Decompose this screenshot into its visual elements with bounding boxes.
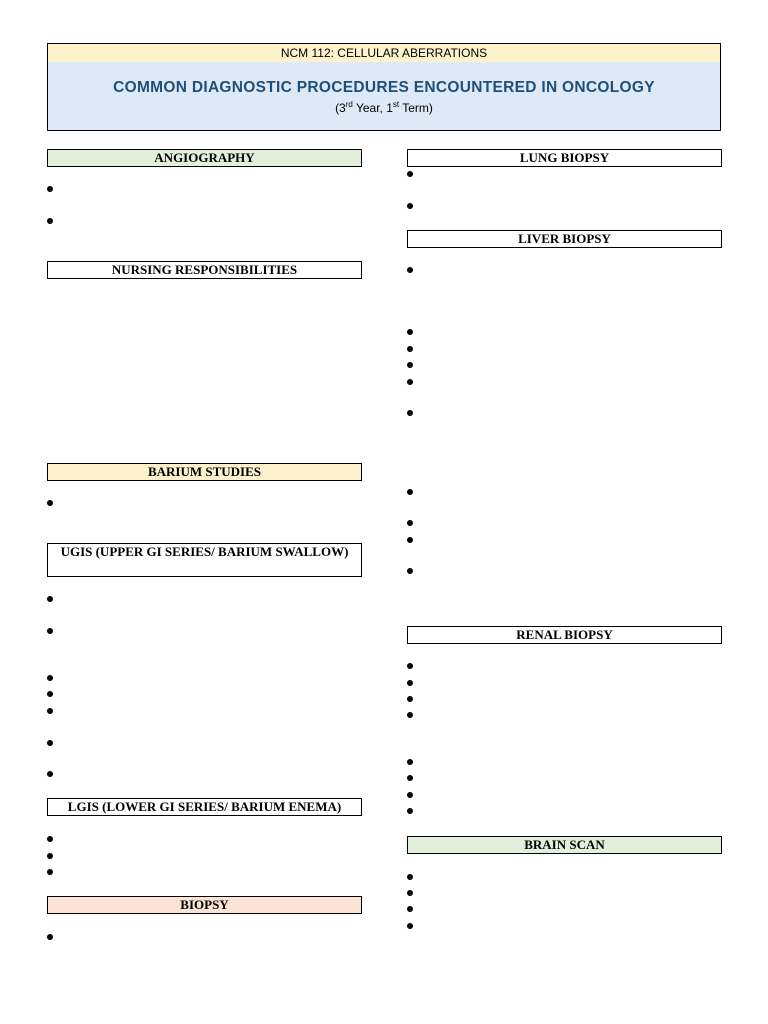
subtitle-open: (3: [335, 101, 346, 115]
bullet-point: [407, 537, 413, 543]
section-header-barium-studies: BARIUM STUDIES: [47, 463, 362, 481]
bullet-point: [47, 740, 53, 746]
bullet-point: [407, 362, 413, 368]
bullet-point: [407, 712, 413, 718]
section-header-liver-biopsy: LIVER BIOPSY: [407, 230, 722, 248]
bullet-point: [47, 869, 53, 875]
section-header-biopsy: BIOPSY: [47, 896, 362, 914]
bullet-point: [407, 663, 413, 669]
bullet-point: [407, 568, 413, 574]
bullet-point: [407, 171, 413, 177]
page-subtitle: [48, 100, 720, 115]
subtitle-term-suffix: st: [392, 100, 400, 109]
section-header-angiography: ANGIOGRAPHY: [47, 149, 362, 167]
bullet-point: [407, 203, 413, 209]
subtitle-year-suffix: rd: [345, 100, 353, 109]
bullet-point: [47, 596, 53, 602]
subtitle-mid: Year, 1: [352, 101, 393, 115]
bullet-point: [47, 628, 53, 634]
bullet-point: [47, 934, 53, 940]
bullet-point: [407, 759, 413, 765]
page-title: COMMON DIAGNOSTIC PROCEDURES ENCOUNTERED IN ONCOLOGY: [113, 79, 655, 96]
bullet-point: [47, 500, 53, 506]
bullet-point: [407, 792, 413, 798]
bullet-point: [407, 520, 413, 526]
section-header-renal-biopsy: RENAL BIOPSY: [407, 626, 722, 644]
bullet-point: [47, 218, 53, 224]
bullet-point: [407, 680, 413, 686]
bullet-point: [407, 923, 413, 929]
bullet-point: [407, 890, 413, 896]
section-header-ugis: UGIS (UPPER GI SERIES/ BARIUM SWALLOW): [47, 543, 362, 577]
bullet-point: [407, 489, 413, 495]
section-header-lung-biopsy: LUNG BIOPSY: [407, 149, 722, 167]
section-header-brain-scan: BRAIN SCAN: [407, 836, 722, 854]
bullet-point: [407, 267, 413, 273]
bullet-point: [407, 808, 413, 814]
bullet-point: [47, 853, 53, 859]
bullet-point: [407, 410, 413, 416]
section-header-lgis: LGIS (LOWER GI SERIES/ BARIUM ENEMA): [47, 798, 362, 816]
bullet-point: [47, 675, 53, 681]
bullet-point: [47, 708, 53, 714]
bullet-point: [407, 696, 413, 702]
subtitle-close: Term): [399, 101, 433, 115]
section-header-nursing-responsibilities: NURSING RESPONSIBILITIES: [47, 261, 362, 279]
bullet-point: [407, 874, 413, 880]
bullet-point: [407, 329, 413, 335]
bullet-point: [407, 346, 413, 352]
bullet-point: [47, 836, 53, 842]
bullet-point: [47, 771, 53, 777]
bullet-point: [47, 186, 53, 192]
bullet-point: [47, 691, 53, 697]
bullet-point: [407, 906, 413, 912]
course-banner: NCM 112: CELLULAR ABERRATIONS: [47, 43, 721, 63]
bullet-point: [407, 775, 413, 781]
title-block: [47, 62, 721, 131]
bullet-point: [407, 379, 413, 385]
